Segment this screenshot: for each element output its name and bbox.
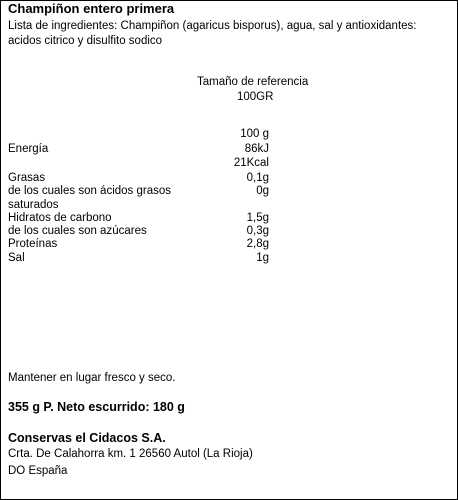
- nutrition-row-label: de los cuales son ácidos grasos saturados: [8, 185, 172, 211]
- origin: DO España: [8, 465, 68, 477]
- net-weight: 355 g P. Neto escurrido: 180 g: [8, 400, 185, 414]
- nutrition-row-value: 0,1g: [246, 172, 269, 184]
- nutrition-row-label: Proteínas: [8, 238, 58, 250]
- nutrition-row-value: 0g: [256, 185, 269, 197]
- nutrition-row-label: Hidratos de carbono: [8, 212, 112, 224]
- nutrition-row-label: Grasas: [8, 172, 46, 184]
- nutrition-column-header: 100 g: [240, 128, 269, 140]
- nutrition-row-value: 2,8g: [246, 238, 269, 250]
- company-address: Crta. De Calahorra km. 1 26560 Autol (La Rioja): [8, 448, 253, 460]
- storage-instructions: Mantener en lugar fresco y seco.: [8, 372, 176, 384]
- reference-size-label: Tamaño de referencia: [197, 76, 309, 88]
- ingredients-list: Lista de ingredientes: Champiñon (agaricus bisporus), agua, sal y antioxidantes: acidos citrico y disulfito sodico: [8, 20, 417, 47]
- nutrition-row-label: Sal: [8, 252, 25, 264]
- nutrition-row-value: 1,5g: [246, 212, 269, 224]
- energy-kcal-value: 21Kcal: [233, 157, 269, 169]
- nutrition-row-value: 0,3g: [246, 225, 269, 237]
- energy-kj-value: 86kJ: [244, 143, 269, 155]
- reference-size-value: 100GR: [237, 91, 274, 103]
- energy-label: Energía: [8, 143, 49, 155]
- nutrition-row-label: de los cuales son azúcares: [8, 225, 147, 237]
- product-title: Champiñon entero primera: [8, 1, 175, 16]
- nutrition-row-value: 1g: [256, 252, 269, 264]
- company-name: Conservas el Cidacos S.A.: [8, 431, 166, 445]
